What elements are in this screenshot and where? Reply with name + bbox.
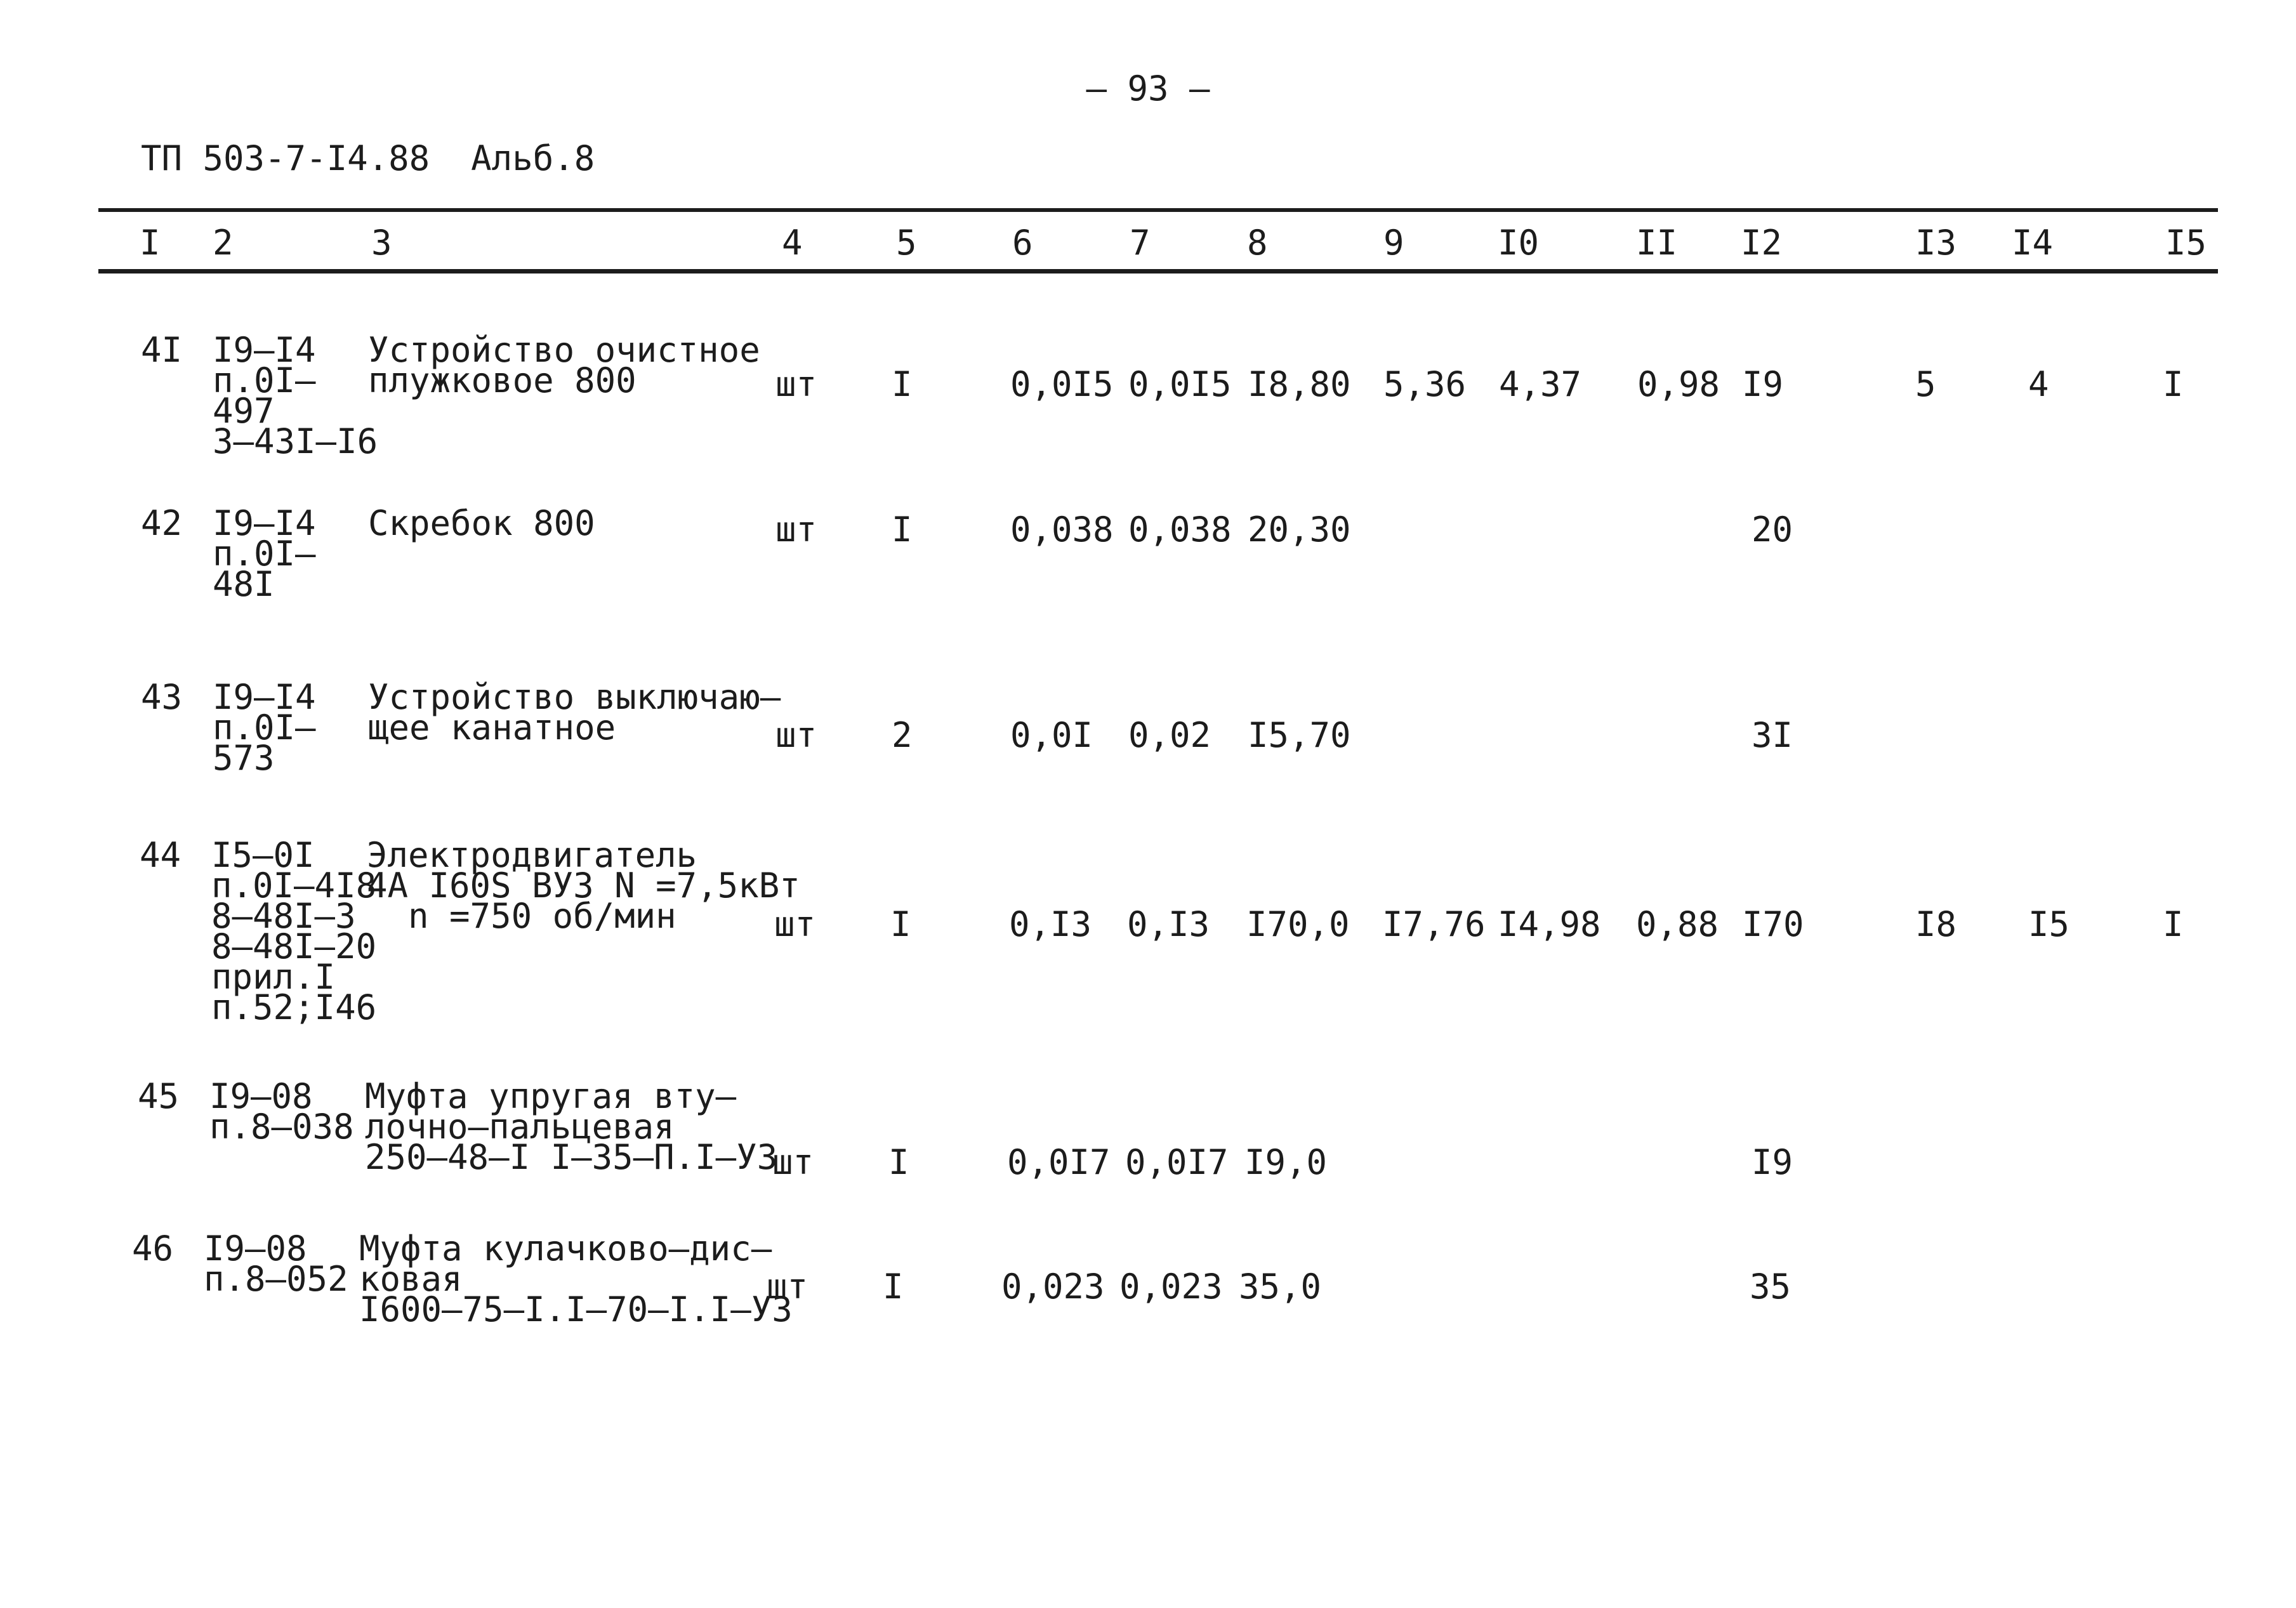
- table-cell-col-6: 0,I3: [1009, 904, 1092, 944]
- table-cell-col-12: I9: [1752, 1142, 1793, 1182]
- table-cell-col-4: шт: [774, 904, 816, 944]
- table-cell-col-12: 20: [1752, 510, 1793, 550]
- table-cell-col-5: I: [883, 1267, 904, 1307]
- column-header: 6: [1012, 223, 1033, 263]
- column-header: 2: [213, 223, 234, 263]
- table-cell-col-7: 0,02: [1128, 715, 1211, 755]
- table-cell-col-5: I: [890, 904, 911, 944]
- table-cell-col-15: I: [2163, 364, 2184, 404]
- table-cell-col-11: 0,98: [1637, 364, 1720, 404]
- table-cell-col-6: 0,023: [1001, 1267, 1105, 1307]
- page-number: – 93 –: [1086, 69, 1210, 109]
- table-cell-col-11: 0,88: [1636, 904, 1719, 944]
- table-cell-col-6: 0,0I5: [1010, 364, 1114, 404]
- table-cell-col-1: 44: [140, 835, 181, 875]
- table-cell-col-4: шт: [767, 1267, 808, 1307]
- table-cell-col-9: I7,76: [1382, 904, 1486, 944]
- column-header: 9: [1383, 223, 1404, 263]
- table-cell-col-14: I5: [2028, 904, 2070, 944]
- table-cell-col-8: 35,0: [1239, 1267, 1322, 1307]
- table-cell-col-7: 0,0I5: [1128, 364, 1232, 404]
- table-cell-col-5: I: [892, 364, 913, 404]
- table-cell-col-3: Скребок 800: [368, 503, 595, 543]
- column-header: 8: [1247, 223, 1268, 263]
- table-cell-col-6: 0,0I7: [1007, 1142, 1111, 1182]
- table-cell-col-8: I5,70: [1248, 715, 1351, 755]
- column-header: I: [140, 223, 161, 263]
- table-cell-col-2: I9–I4 п.0I– 573: [213, 677, 316, 778]
- column-header: 7: [1130, 223, 1151, 263]
- table-cell-col-3: Электродвигатель 4А I60S ВУЗ N =7,5кВт n =750 об/мин: [367, 835, 800, 936]
- table-cell-col-15: I: [2163, 904, 2184, 944]
- column-header: I4: [2012, 223, 2054, 263]
- table-header-rule: [98, 269, 2218, 273]
- table-cell-col-12: I9: [1742, 364, 1784, 404]
- table-cell-col-12: 35: [1750, 1267, 1791, 1307]
- table-cell-col-3: Муфта кулачково–дис– ковая I600–75–I.I–70–I.I–УЗ: [359, 1229, 793, 1329]
- table-cell-col-8: I8,80: [1248, 364, 1351, 404]
- column-header: 4: [782, 223, 803, 263]
- table-cell-col-2: I5–0I п.0I–4I8 8–48I–3 8–48I–20 прил.I п.52;I46: [211, 835, 377, 1027]
- table-cell-col-2: I9–I4 п.0I– 48I: [213, 503, 316, 604]
- table-cell-col-4: шт: [775, 715, 817, 755]
- table-cell-col-8: I9,0: [1244, 1142, 1328, 1182]
- table-cell-col-1: 45: [138, 1076, 180, 1116]
- table-cell-col-1: 46: [132, 1229, 174, 1269]
- table-cell-col-7: 0,023: [1119, 1267, 1223, 1307]
- table-cell-col-12: I70: [1742, 904, 1804, 944]
- table-cell-col-3: Муфта упругая вту– лочно–пальцевая 250–48–I I–35–П.I–УЗ: [365, 1076, 778, 1177]
- table-cell-col-8: I70,0: [1246, 904, 1350, 944]
- table-cell-col-6: 0,038: [1010, 510, 1114, 550]
- document-code: ТП 503-7-I4.88 Альб.8: [141, 138, 595, 178]
- table-cell-col-4: шт: [775, 364, 817, 404]
- table-cell-col-12: 3I: [1752, 715, 1793, 755]
- table-cell-col-1: 4I: [141, 330, 183, 370]
- column-header: II: [1636, 223, 1678, 263]
- table-cell-col-3: Устройство выключаю– щее канатное: [368, 677, 781, 748]
- table-cell-col-2: I9–I4 п.0I– 497 3–43I–I6: [213, 330, 378, 461]
- table-cell-col-7: 0,038: [1128, 510, 1232, 550]
- table-top-rule: [98, 208, 2218, 212]
- table-cell-col-13: I8: [1915, 904, 1957, 944]
- table-cell-col-1: 42: [141, 503, 183, 543]
- table-cell-col-4: шт: [775, 510, 817, 550]
- table-cell-col-9: 5,36: [1383, 364, 1467, 404]
- column-header: I0: [1498, 223, 1540, 263]
- table-cell-col-7: 0,I3: [1127, 904, 1210, 944]
- column-header: I3: [1915, 223, 1957, 263]
- table-cell-col-5: 2: [892, 715, 913, 755]
- table-cell-col-2: I9–08 п.8–052: [204, 1229, 348, 1299]
- table-cell-col-14: 4: [2028, 364, 2049, 404]
- table-cell-col-3: Устройство очистное плужковое 800: [368, 330, 760, 400]
- table-cell-col-5: I: [892, 510, 913, 550]
- table-cell-col-10: 4,37: [1499, 364, 1582, 404]
- table-cell-col-8: 20,30: [1248, 510, 1351, 550]
- table-cell-col-5: I: [888, 1142, 909, 1182]
- table-cell-col-6: 0,0I: [1010, 715, 1093, 755]
- table-cell-col-2: I9–08 п.8–038: [209, 1076, 354, 1147]
- table-cell-col-13: 5: [1915, 364, 1936, 404]
- column-header: I5: [2165, 223, 2207, 263]
- table-cell-col-7: 0,0I7: [1125, 1142, 1229, 1182]
- column-header: 3: [371, 223, 392, 263]
- column-header: I2: [1741, 223, 1783, 263]
- table-cell-col-1: 43: [141, 677, 183, 717]
- table-cell-col-4: шт: [772, 1142, 814, 1182]
- table-cell-col-10: I4,98: [1498, 904, 1601, 944]
- column-header: 5: [896, 223, 917, 263]
